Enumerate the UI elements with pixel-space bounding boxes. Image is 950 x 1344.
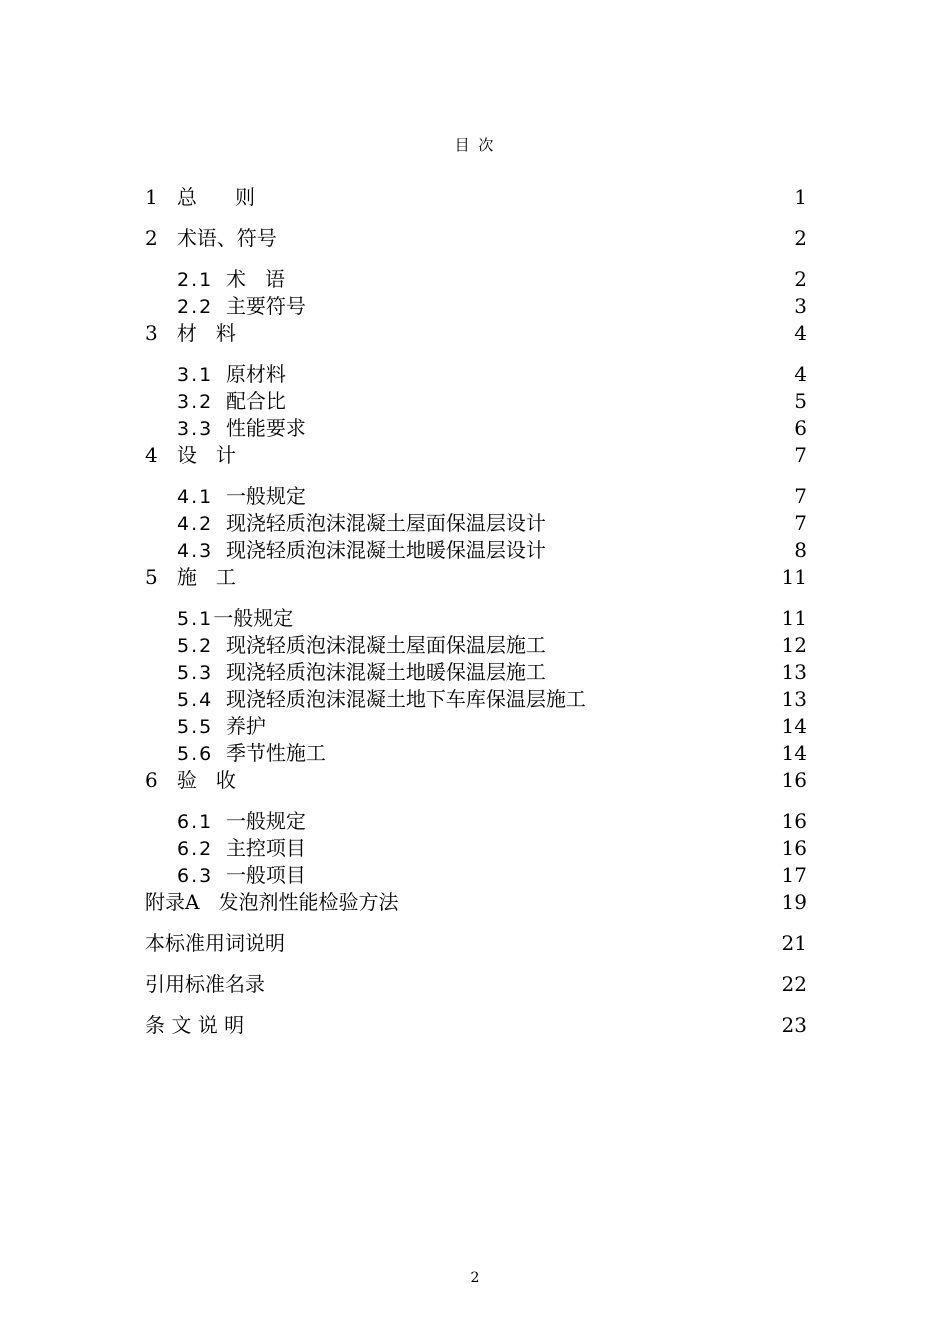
toc-entry [145,1012,807,1038]
toc-entry [145,930,807,956]
toc-entry-page: 14 [781,741,807,765]
toc-entry-label [177,835,306,862]
toc-entry-page: 7 [794,484,807,508]
toc-entry-page: 3 [794,294,807,318]
toc-entry-number: 5.4 [177,689,214,711]
toc-entry-label [145,889,399,915]
toc-entry-number: 附录A [145,890,200,914]
toc-entry-text: 主控项目 [225,836,306,860]
toc-entry-page: 21 [781,931,807,955]
toc-entry-number: 1 [145,185,158,209]
toc-entry-text: 现浇轻质泡沫混凝土屋面保温层设计 [225,511,546,535]
toc-entry-text: 验 收 [176,768,236,792]
toc-entry-text: 设 计 [176,443,236,467]
toc-entry-label [177,388,286,415]
toc-entry-text: 一般规定 [225,809,306,833]
toc-entry [177,293,807,319]
toc-entry [177,632,807,658]
toc-entry-label [177,510,546,537]
toc-entry-number: 6.1 [177,811,214,833]
toc-entry-number: 5.1 [177,608,214,630]
toc-entry [145,184,807,210]
toc-entry-text: 引用标准名录 [145,972,265,996]
toc-entry-page: 2 [794,267,807,291]
toc-entry-label [177,740,326,767]
toc-entry-label [145,930,285,956]
toc-entry-number: 2 [145,226,158,250]
toc-entry-page: 22 [781,972,807,996]
toc-entry-label [177,862,306,889]
toc-entry [145,225,807,251]
toc-entry [145,564,807,590]
toc-entry-number: 3.3 [177,418,214,440]
toc-entry [177,835,807,861]
toc-entry-page: 19 [781,890,807,914]
toc-entry-label [177,808,306,835]
page-number: 2 [470,1270,480,1286]
toc-entry-label [177,605,293,632]
toc-entry-page: 16 [781,836,807,860]
toc-entry [145,889,807,915]
toc-entry-number: 5 [145,565,158,589]
page-title: 目 次 [454,136,496,154]
toc-entry-label [145,1012,244,1038]
toc-entry-number: 6 [145,768,158,792]
toc-entry-text: 配合比 [225,389,286,413]
toc-entry [177,740,807,766]
toc-entry-label [177,713,266,740]
toc-entry [145,442,807,468]
toc-entry [177,605,807,631]
toc-entry-page: 11 [781,565,807,589]
toc-entry-page: 7 [794,511,807,535]
toc-entry-page: 6 [794,416,807,440]
toc-entry-label [145,767,236,793]
toc-entry-page: 23 [781,1013,807,1037]
toc-entry-page: 4 [794,321,807,345]
toc-entry-number: 3 [145,321,158,345]
toc-entry-text: 主要符号 [225,294,306,318]
toc-entry [177,361,807,387]
toc-entry [177,266,807,292]
toc-entry [177,388,807,414]
toc-entry-label [145,320,236,346]
toc-entry-text: 总 则 [176,185,255,209]
toc-entry-number: 4.2 [177,513,214,535]
toc-entry-text: 条 文 说 明 [145,1013,245,1037]
toc-entry-number: 6.3 [177,865,214,887]
toc-entry-label [145,564,236,590]
toc-entry-page: 7 [794,443,807,467]
toc-entry-page: 16 [781,809,807,833]
toc-entry-label [177,659,546,686]
toc-entry-page: 17 [781,863,807,887]
toc-entry-text: 现浇轻质泡沫混凝土地暖保温层施工 [225,660,546,684]
toc-entry [177,537,807,563]
toc-entry-label [145,225,277,251]
toc-entry-label [177,537,546,564]
toc-entry-text: 施 工 [176,565,236,589]
toc-entry-label [145,971,265,997]
toc-entry-number: 2.1 [177,269,214,291]
toc-entry-label [177,686,586,713]
toc-entry-text: 性能要求 [225,416,306,440]
toc-entry-text: 术语、符号 [176,226,277,250]
toc-entry-text: 发泡剂性能检验方法 [218,890,399,914]
toc-entry-page: 1 [794,185,807,209]
toc-entry-text: 现浇轻质泡沫混凝土地下车库保温层施工 [225,687,586,711]
toc-entry-number: 3.2 [177,391,214,413]
toc-entry [177,483,807,509]
toc-entry-page: 12 [781,633,807,657]
toc-entry-page: 2 [794,226,807,250]
toc-entry-label [177,632,546,659]
toc-entry [177,686,807,712]
toc-entry [177,659,807,685]
toc-entry [177,713,807,739]
toc-entry [177,862,807,888]
toc-entry-text: 一般规定 [225,484,306,508]
toc-entry [145,320,807,346]
toc-entry-text: 现浇轻质泡沫混凝土屋面保温层施工 [225,633,546,657]
toc-entry-number: 4 [145,443,158,467]
toc-entry-label [177,266,285,293]
toc-entry-number: 4.1 [177,486,214,508]
toc-entry-label [177,415,306,442]
toc-entry [177,808,807,834]
toc-entry [145,767,807,793]
toc-entry-page: 13 [781,660,807,684]
toc-entry-number: 2.2 [177,296,214,318]
toc-entry-number: 5.5 [177,716,214,738]
toc-entry-number: 6.2 [177,838,214,860]
toc-entry-label [177,293,306,320]
toc-entry-text: 本标准用词说明 [145,931,285,955]
toc-entry-page: 11 [781,606,807,630]
toc-entry-text: 一般项目 [225,863,306,887]
toc-entry-text: 养护 [225,714,266,738]
toc-entry-page: 8 [794,538,807,562]
toc-entry [177,415,807,441]
toc-entry-page: 13 [781,687,807,711]
toc-entry-page: 4 [794,362,807,386]
toc-entry-number: 3.1 [177,364,214,386]
toc-entry-label [177,483,306,510]
toc-entry [177,510,807,536]
toc-entry [145,971,807,997]
toc-entry-page: 16 [781,768,807,792]
toc-entry-number: 4.3 [177,540,214,562]
toc-entry-text: 现浇轻质泡沫混凝土地暖保温层设计 [225,538,546,562]
toc-entry-label [177,361,286,388]
toc-entry-text: 一般规定 [213,606,294,630]
toc-entry-number: 5.6 [177,743,214,765]
toc-entry-label [145,442,236,468]
toc-entry-label [145,184,255,210]
toc-entry-text: 原材料 [225,362,286,386]
toc-entry-number: 5.2 [177,635,214,657]
toc-entry-number: 5.3 [177,662,214,684]
toc-entry-text: 季节性施工 [225,741,326,765]
toc-entry-text: 材 料 [176,321,236,345]
toc-entry-page: 5 [794,389,807,413]
toc-entry-page: 14 [781,714,807,738]
toc-entry-text: 术 语 [225,267,286,291]
